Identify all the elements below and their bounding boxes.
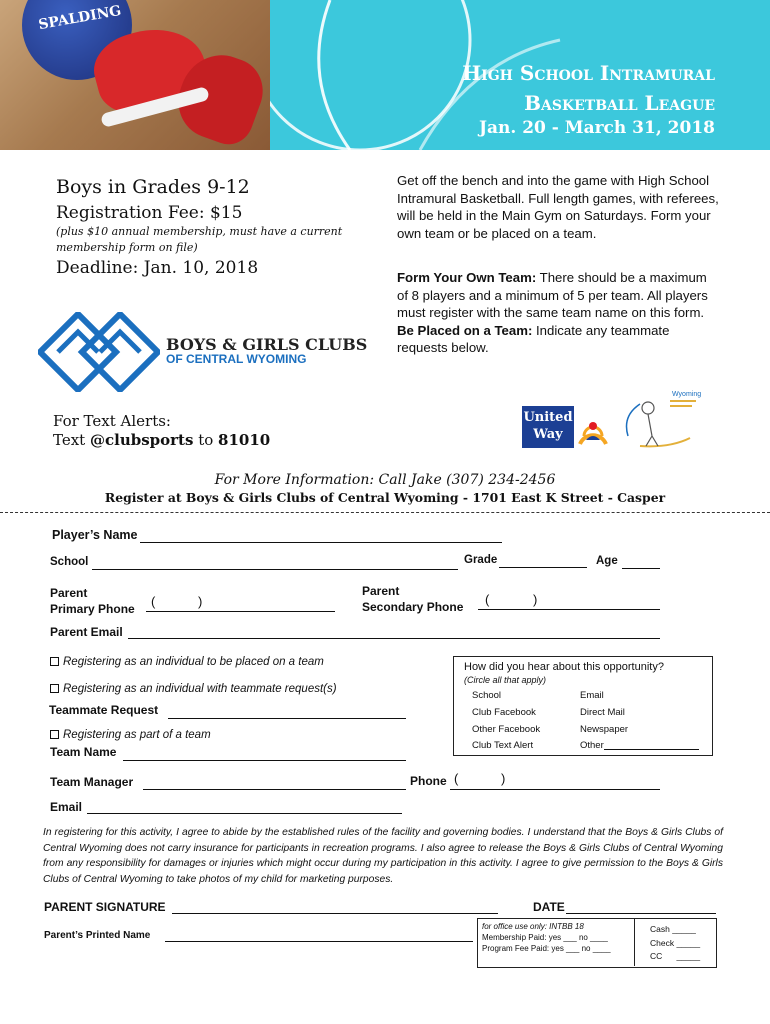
title-line-2: Basketball League	[524, 91, 715, 115]
form-team-label: Form Your Own Team:	[397, 270, 537, 285]
option-teammate[interactable]	[50, 683, 337, 695]
secondary-phone-field[interactable]	[478, 609, 660, 610]
united-way-logo	[522, 404, 610, 450]
hear-option-newspaper[interactable]: Newspaper	[580, 723, 629, 735]
placed-text: Indicate any teammate requests below.	[397, 322, 670, 355]
hear-about-note: (Circle all that apply)	[464, 675, 547, 685]
office-fee-paid: Program Fee Paid: yes ___ no ____	[482, 944, 611, 953]
office-use-left	[478, 919, 635, 966]
secondary-area-close: )	[533, 592, 538, 607]
ball-brand-text: SPALDING	[37, 2, 123, 34]
player-name-label: Player’s Name	[52, 528, 138, 542]
manager-area-close: )	[501, 771, 506, 786]
parent-signature-label: PARENT SIGNATURE	[44, 900, 166, 914]
hear-option-email[interactable]: Email	[580, 690, 604, 701]
option-individual-text: Registering as an individual to be placed on a team	[63, 656, 324, 668]
email-label: Email	[50, 800, 83, 814]
email-field[interactable]	[87, 813, 402, 814]
placed-label: Be Placed on a Team:	[397, 322, 533, 338]
grade-field[interactable]	[499, 567, 587, 568]
parent-email-field[interactable]	[128, 638, 660, 639]
hear-option-other-facebook[interactable]: Other Facebook	[472, 723, 541, 735]
hear-options-right	[580, 688, 628, 755]
form-team-paragraph	[397, 269, 719, 357]
hear-option-school[interactable]: School	[472, 690, 502, 701]
office-cc: CC	[650, 951, 663, 961]
hear-other-field[interactable]	[604, 749, 699, 750]
office-check: Check	[650, 937, 675, 948]
bgc-logo-subtitle: OF CENTRAL WYOMING	[166, 352, 307, 366]
intro-paragraph: Get off the bench and into the game with High School Intramural Basketball. Full length games, with referees, will be held in the Main Gym on Saturdays. Form your own team or be placed on a team.	[397, 173, 719, 241]
individual-checkbox[interactable]	[50, 657, 59, 666]
primary-phone-label	[50, 585, 135, 617]
register-location: Register at Boys & Girls Clubs of Central Wyoming - 1701 East K Street - Casper	[104, 490, 666, 505]
team-manager-field[interactable]	[143, 789, 406, 790]
cut-line	[0, 512, 770, 513]
hear-option-club-text-alert[interactable]: Club Text Alert	[472, 740, 534, 752]
parent-email-label: Parent Email	[50, 625, 123, 639]
waiver-text: In registering for this activity, I agree to abide by the established rules of the facility and governing bodies. I understand that the Boys & Girls Clubs of Central Wyoming does not carry insurance for participants in recreation programs. I also agree to release the Boys & Girls Clubs of Central Wyoming from any responsibility for damages or injuries which might occur during my participation in this activity. I agree to give permission to the Boys & Girls Clubs of Central Wyoming to take photos of my child for marketing purposes.	[43, 827, 723, 885]
league-dates: Jan. 20 - March 31, 2018	[478, 118, 715, 138]
text-alerts-line	[53, 431, 270, 449]
teammate-checkbox[interactable]	[50, 684, 59, 693]
primary-parent-text: Parent	[50, 586, 88, 600]
bgc-logo-name: BOYS & GIRLS CLUBS	[166, 335, 368, 354]
primary-phone-field[interactable]	[146, 611, 335, 612]
text-alerts-label: For Text Alerts:	[53, 412, 171, 430]
printed-name-label: Parent’s Printed Name	[44, 930, 151, 941]
registration-fee: Registration Fee: $15	[56, 203, 243, 223]
secondary-area-open: (	[485, 592, 490, 607]
office-cash: Cash	[650, 924, 670, 934]
option-individual[interactable]	[50, 656, 324, 668]
team-name-label: Team Name	[50, 745, 117, 759]
phone-label: Phone	[410, 774, 447, 788]
primary-area-open: (	[151, 594, 156, 609]
primary-area-close: )	[198, 594, 203, 609]
form-team-text: There should be a maximum of 8 players and a minimum of 5 per team. All players must register with the same team name on this form.	[397, 270, 708, 320]
team-manager-label: Team Manager	[50, 775, 134, 789]
grade-label: Grade	[464, 554, 498, 566]
date-field[interactable]	[566, 913, 716, 914]
office-use-code: for office use only: INTBB 18	[482, 922, 584, 931]
hear-option-club-facebook[interactable]: Club Facebook	[472, 706, 536, 718]
united-way-hand-icon	[576, 406, 610, 448]
page-title	[375, 58, 715, 118]
wyoming-logo-icon	[620, 386, 704, 450]
text-prefix: Text	[53, 431, 90, 449]
office-payment-methods: Cash _____ Check _____ CC _____	[650, 924, 701, 961]
boys-girls-clubs-logo-icon	[38, 312, 160, 392]
manager-phone-field[interactable]	[450, 789, 660, 790]
deadline: Deadline: Jan. 10, 2018	[56, 258, 259, 278]
wyoming-logo-text: Wyoming	[672, 391, 702, 398]
text-keyword: @clubsports	[89, 431, 194, 449]
hear-options-left	[472, 688, 540, 755]
age-field[interactable]	[622, 568, 660, 569]
grades-heading: Boys in Grades 9-12	[56, 176, 250, 198]
united-way-line-2: Way	[533, 427, 563, 442]
hear-about-question: How did you hear about this opportunity?	[464, 661, 664, 673]
header-banner	[0, 0, 770, 150]
title-line-1: High School Intramural	[462, 61, 715, 85]
secondary-phone-text: Secondary Phone	[362, 600, 464, 614]
option-teammate-text: Registering as an individual with teammate request(s)	[63, 683, 337, 695]
fee-note: (plus $10 annual membership, must have a current membership form on file)	[56, 225, 343, 254]
text-to: to	[193, 431, 219, 449]
option-team[interactable]	[50, 729, 211, 741]
school-label: School	[50, 556, 89, 568]
united-way-line-1: United	[523, 410, 573, 425]
hear-option-direct-mail[interactable]: Direct Mail	[580, 706, 625, 718]
sneaker-photo	[0, 0, 270, 150]
hear-option-other[interactable]: Other	[580, 740, 604, 752]
secondary-phone-label	[362, 583, 463, 615]
age-label: Age	[596, 555, 618, 567]
united-way-text	[522, 406, 574, 448]
manager-area-open: (	[454, 771, 459, 786]
parent-signature-field[interactable]	[172, 913, 498, 914]
secondary-parent-text: Parent	[362, 584, 400, 598]
office-use-box	[477, 918, 717, 968]
printed-name-field[interactable]	[165, 941, 473, 942]
team-checkbox[interactable]	[50, 730, 59, 739]
player-name-field[interactable]	[140, 542, 502, 543]
school-field[interactable]	[92, 569, 458, 570]
option-team-text: Registering as part of a team	[63, 729, 211, 741]
date-label: DATE	[533, 900, 565, 914]
hear-about-box	[453, 656, 713, 756]
teammate-request-field[interactable]	[168, 718, 406, 719]
teammate-request-label: Teammate Request	[49, 703, 159, 717]
team-name-field[interactable]	[123, 760, 406, 761]
more-info-line: For More Information: Call Jake (307) 234-2456	[214, 472, 556, 488]
primary-phone-text: Primary Phone	[50, 602, 135, 616]
office-membership-paid: Membership Paid: yes ___ no ____	[482, 933, 608, 942]
text-number: 81010	[218, 431, 271, 449]
